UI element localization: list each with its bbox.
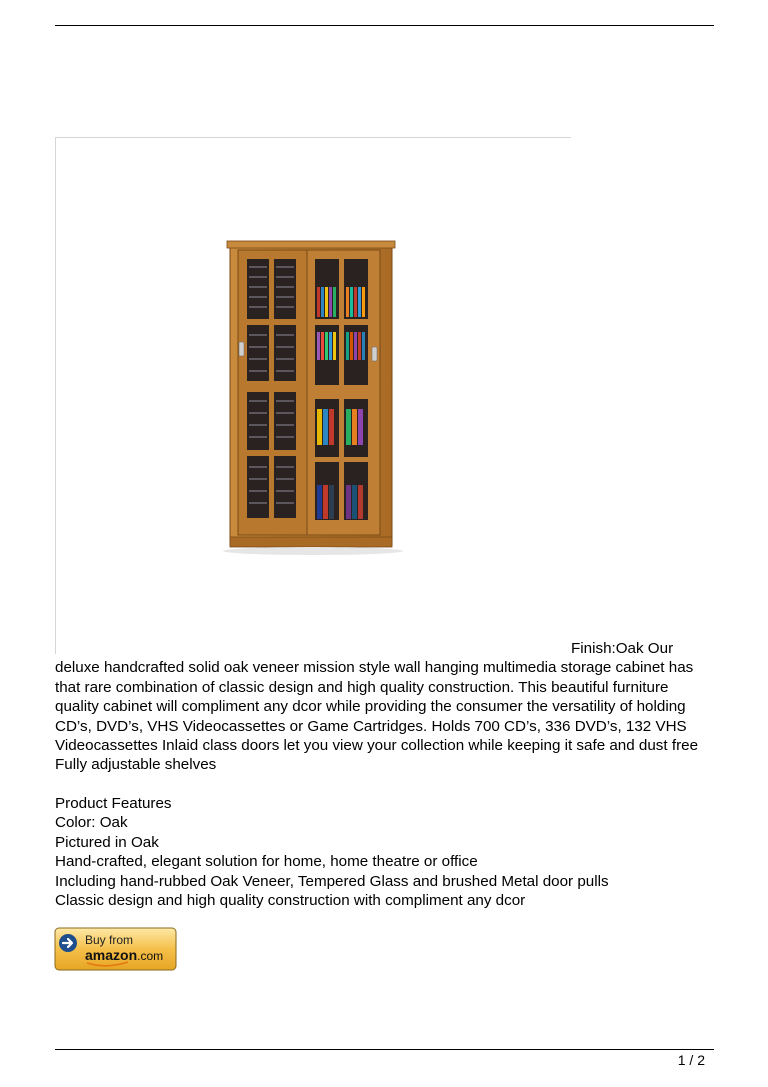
description-text: deluxe handcrafted solid oak veneer mission style wall hanging multimedia storage cabinet has that rare combination of classic design and high quality construction. This beautiful furniture quality cabinet will compliment any dcor while providing the consumer the versatility of holding CD’s, DVD’s, VHS Videocassettes or Game Cartridges. Holds 700 CD’s, 336 DVD’s, 132 VHS Videocassettes Inlaid class doors let you view your collection while keeping it safe and dust free Fully adjustable shelves [55, 659, 699, 774]
svg-text:amazon.com [85, 947, 163, 963]
amazon-com-suffix: .com [137, 949, 164, 963]
description-first-line: Finish:Oak Our [571, 640, 674, 657]
cabinet-illustration [55, 137, 571, 654]
page-number: 1 / 2 [677, 1052, 705, 1068]
feature-item: Classic design and high quality construction with compliment any dcor [55, 892, 526, 910]
product-image [55, 137, 571, 654]
feature-item: Hand-crafted, elegant solution for home, home theatre or office [55, 853, 478, 871]
amazon-arrow-icon [59, 934, 77, 952]
bottom-rule [55, 1049, 714, 1050]
features-heading: Product Features [55, 795, 172, 812]
feature-item: Color: Oak [55, 814, 128, 832]
product-features [55, 794, 609, 910]
buy-from-label: Buy from [85, 933, 134, 947]
buy-from-amazon-button[interactable] [54, 927, 177, 971]
top-rule [55, 25, 714, 26]
feature-item: Pictured in Oak [55, 833, 159, 851]
product-description [55, 639, 715, 775]
amazon-wordmark: amazon [85, 947, 138, 963]
feature-item: Including hand-rubbed Oak Veneer, Tempered Glass and brushed Metal door pulls [55, 872, 609, 890]
